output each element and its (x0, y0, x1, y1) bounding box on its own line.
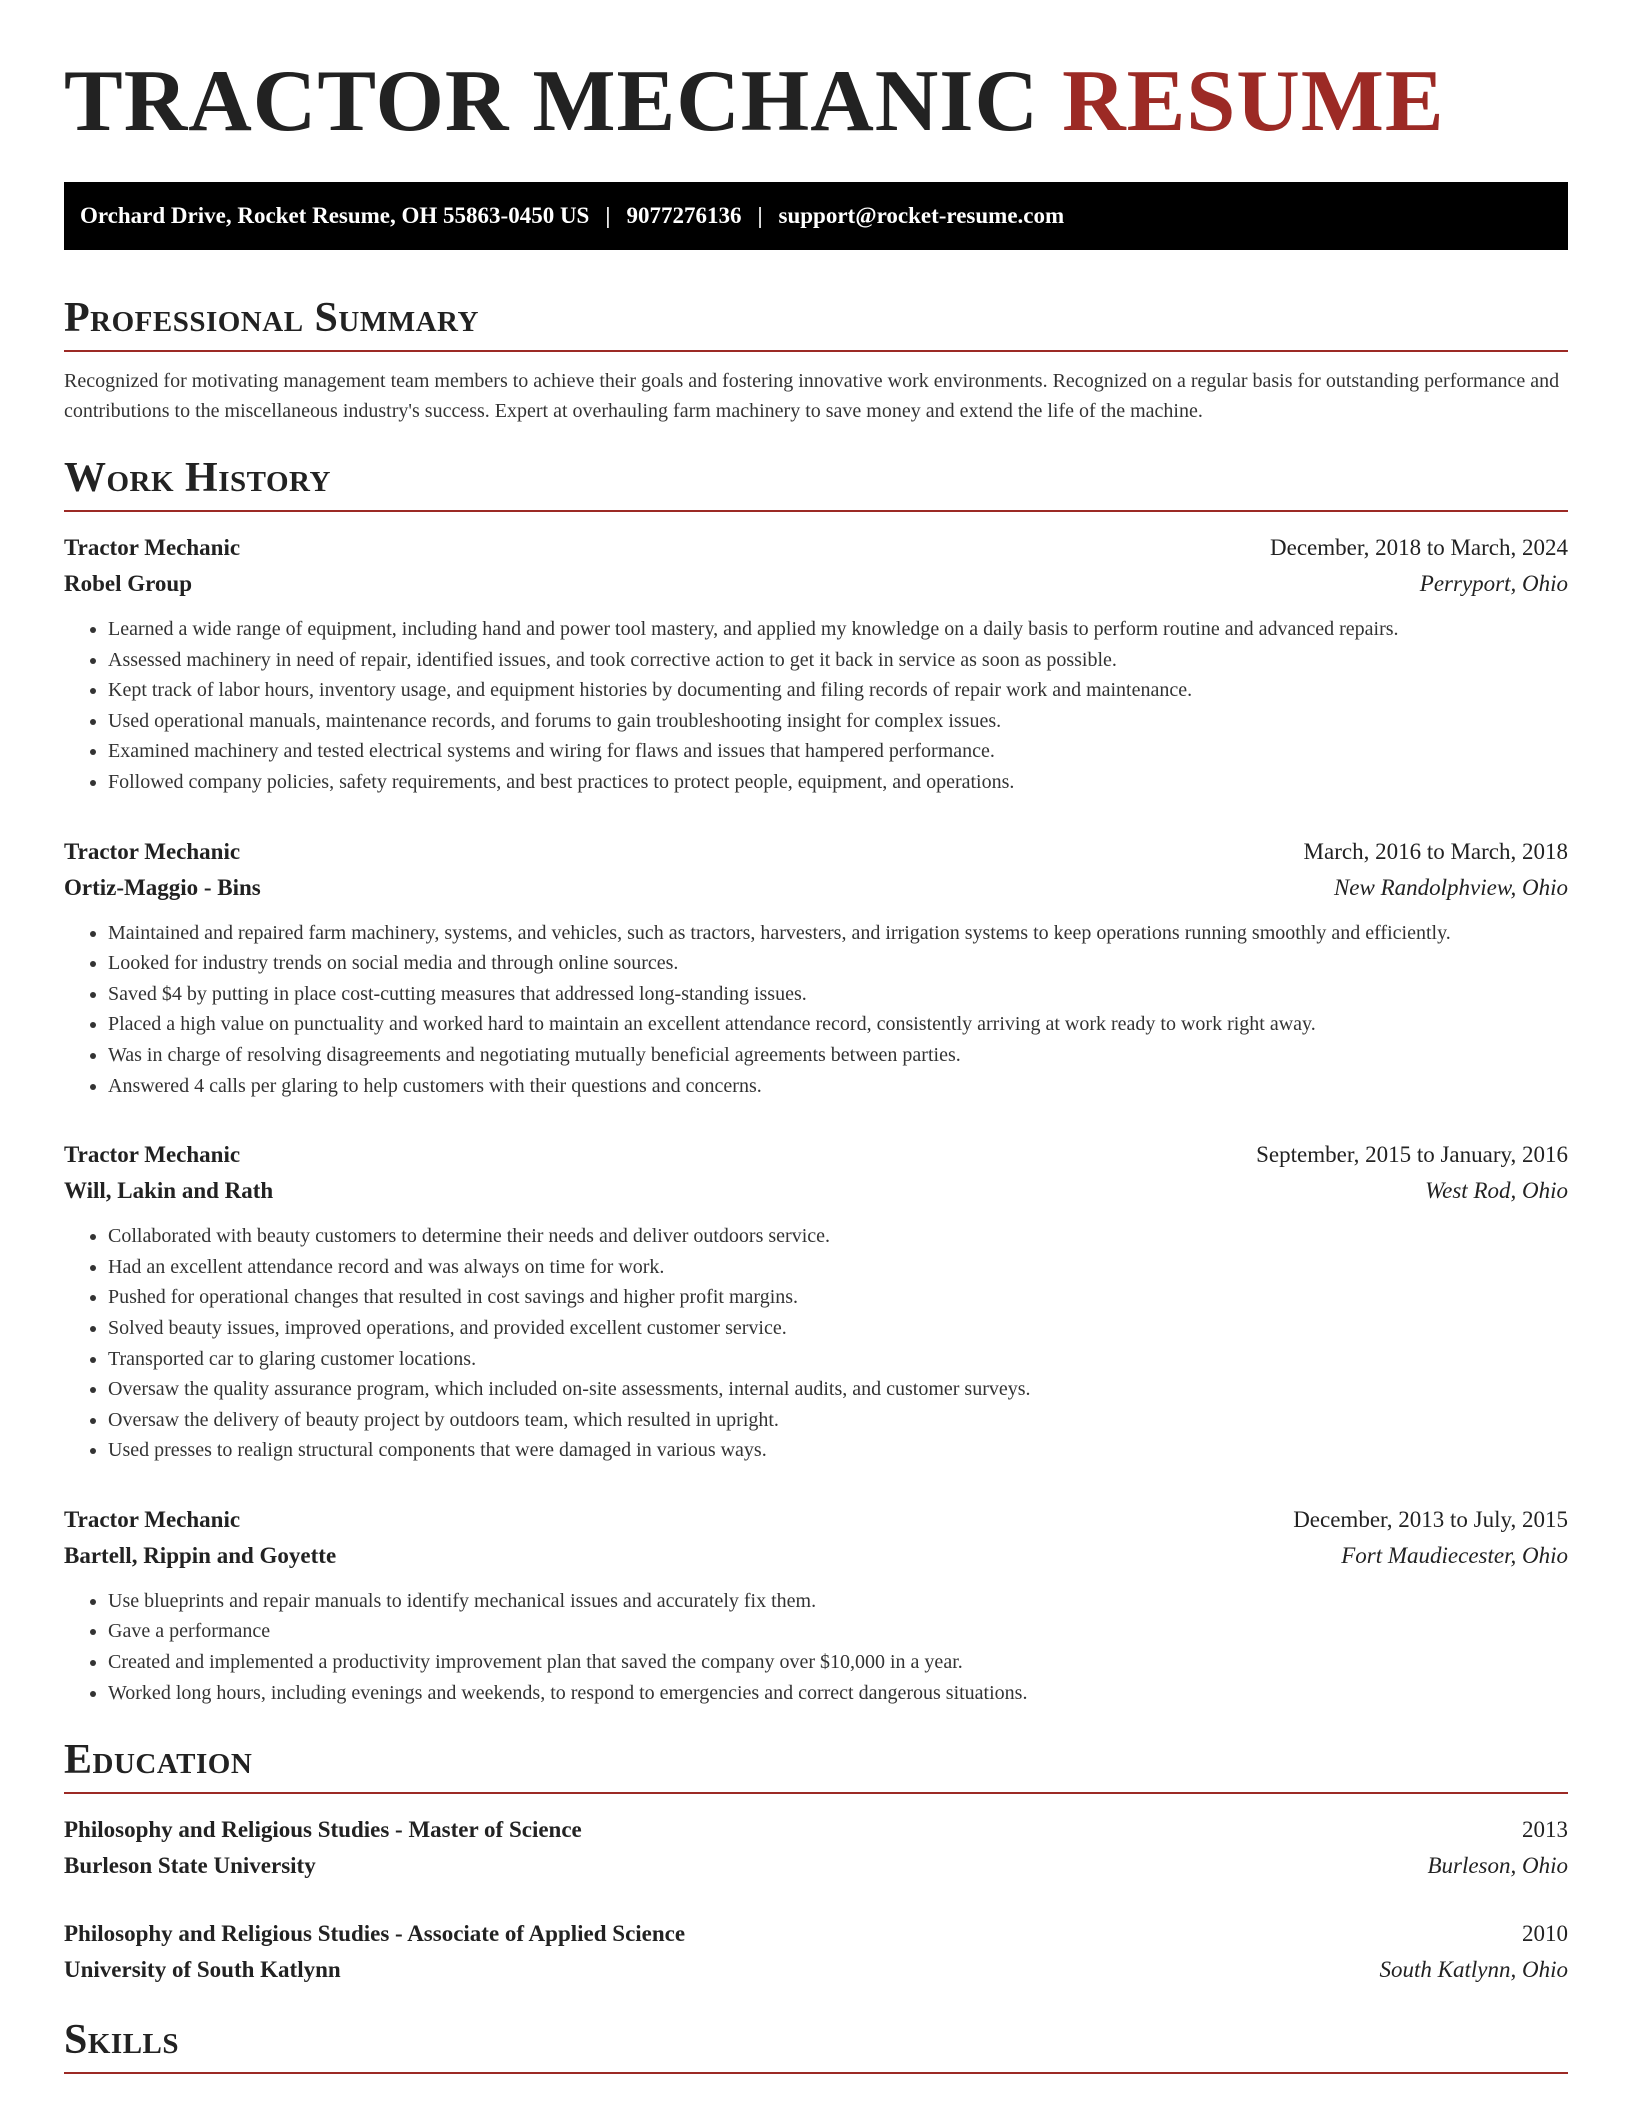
contact-separator: | (757, 203, 763, 228)
job-bullet: • Was in charge of resolving disagreements and negotiating mutually beneficial agreements between parties. (108, 1040, 1568, 1071)
work-history-list (64, 530, 1568, 1708)
education-entry (64, 1812, 1568, 1884)
job-bullet: • Assessed machinery in need of repair, identified issues, and took corrective action to get it back in service as soon as possible. (108, 645, 1568, 676)
job-bullet: • Examined machinery and tested electrical systems and wiring for flaws and issues that hampered performance. (108, 736, 1568, 767)
job-company-row (64, 566, 1568, 602)
education-year: 2010 (1522, 1921, 1568, 1947)
education-degree: Philosophy and Religious Studies - Associate of Applied Science (64, 1921, 686, 1947)
job-bullet: • Answered 4 calls per glaring to help customers with their questions and concerns. (108, 1071, 1568, 1102)
job-bullet: • Kept track of labor hours, inventory usage, and equipment histories by documenting and filing records of repair work and maintenance. (108, 675, 1568, 706)
job-bullets (64, 614, 1568, 798)
education-school-row (64, 1848, 1568, 1884)
job-entry (64, 834, 1568, 1102)
job-bullet: • Solved beauty issues, improved operations, and provided excellent customer service. (108, 1313, 1568, 1344)
job-dates: March, 2016 to March, 2018 (1303, 838, 1568, 864)
job-bullet: • Used presses to realign structural components that were damaged in various ways. (108, 1435, 1568, 1466)
job-bullets (64, 1586, 1568, 1708)
job-header-row (64, 834, 1568, 870)
summary-heading: Professional Summary (64, 294, 1568, 352)
job-bullet: • Followed company policies, safety requirements, and best practices to protect people, equipment, and operations. (108, 767, 1568, 798)
job-company-row (64, 1173, 1568, 1209)
title-accent: RESUME (1062, 53, 1445, 150)
education-entry (64, 1916, 1568, 1988)
job-title: Tractor Mechanic (64, 1506, 241, 1532)
job-header-row (64, 1137, 1568, 1173)
education-school: Burleson State University (64, 1853, 316, 1879)
job-company: Will, Lakin and Rath (64, 1178, 274, 1204)
education-degree-row (64, 1812, 1568, 1848)
job-header-row (64, 530, 1568, 566)
job-bullet: • Use blueprints and repair manuals to identify mechanical issues and accurately fix them. (108, 1586, 1568, 1617)
job-header-row (64, 1502, 1568, 1538)
job-entry (64, 1137, 1568, 1466)
job-bullets (64, 918, 1568, 1102)
education-heading: Education (64, 1736, 1568, 1794)
job-entry (64, 530, 1568, 798)
job-bullet: • Oversaw the delivery of beauty project by outdoors team, which resulted in upright. (108, 1405, 1568, 1436)
skills-heading: Skills (64, 2016, 1568, 2074)
job-location: New Randolphview, Ohio (1333, 874, 1568, 900)
job-company: Bartell, Rippin and Goyette (64, 1542, 337, 1568)
job-bullet: • Saved $4 by putting in place cost-cutting measures that addressed long-standing issues. (108, 979, 1568, 1010)
job-bullet: • Used operational manuals, maintenance records, and forums to gain troubleshooting insight for complex issues. (108, 706, 1568, 737)
job-bullet: • Learned a wide range of equipment, including hand and power tool mastery, and applied my knowledge on a daily basis to perform routine and advanced repairs. (108, 614, 1568, 645)
contact-email: support@rocket-resume.com (778, 203, 1065, 228)
job-location: Perryport, Ohio (1419, 571, 1568, 596)
contact-separator: | (605, 203, 611, 228)
title-main: TRACTOR MECHANIC (64, 53, 1040, 150)
job-bullet: • Had an excellent attendance record and was always on time for work. (108, 1252, 1568, 1283)
job-bullet: • Gave a performance (108, 1616, 1568, 1647)
job-entry (64, 1502, 1568, 1708)
work-history-heading: Work History (64, 454, 1568, 512)
job-company: Ortiz-Maggio - Bins (64, 874, 261, 900)
job-company-row (64, 870, 1568, 906)
education-school: University of South Katlynn (64, 1957, 341, 1983)
job-location: West Rod, Ohio (1425, 1178, 1568, 1204)
job-bullets (64, 1221, 1568, 1466)
job-bullet: • Placed a high value on punctuality and worked hard to maintain an excellent attendance record, consistently arriving at work ready to work right away. (108, 1009, 1568, 1040)
education-list (64, 1812, 1568, 1988)
job-location: Fort Maudiecester, Ohio (1341, 1542, 1568, 1568)
job-title: Tractor Mechanic (64, 838, 241, 864)
job-bullet: • Maintained and repaired farm machinery, systems, and vehicles, such as tractors, harvesters, and irrigation systems to keep operations running smoothly and efficiently. (108, 918, 1568, 949)
job-title: Tractor Mechanic (64, 535, 241, 560)
job-bullet: • Collaborated with beauty customers to determine their needs and deliver outdoors service. (108, 1221, 1568, 1252)
contact-phone: 9077276136 (626, 203, 742, 228)
resume-page (64, 0, 1568, 2074)
contact-address: Orchard Drive, Rocket Resume, OH 55863-0450 US (80, 203, 590, 228)
job-bullet: • Transported car to glaring customer locations. (108, 1344, 1568, 1375)
job-dates: September, 2015 to January, 2016 (1256, 1142, 1568, 1168)
summary-text: Recognized for motivating management team members to achieve their goals and fostering innovative work environments. Recognized on a regular basis for outstanding performance and contributions to the miscellaneous industry's success. Expert at overhauling farm machinery to save money and extend the life of the machine. (64, 370, 1560, 422)
education-year: 2013 (1522, 1817, 1568, 1843)
contact-bar (64, 182, 1568, 250)
education-school-row (64, 1952, 1568, 1988)
job-company-row (64, 1538, 1568, 1574)
education-location: South Katlynn, Ohio (1379, 1957, 1568, 1983)
job-bullet: • Created and implemented a productivity improvement plan that saved the company over $10,000 in a year. (108, 1647, 1568, 1678)
job-dates: December, 2018 to March, 2024 (1270, 535, 1568, 560)
education-degree: Philosophy and Religious Studies - Master of Science (64, 1817, 582, 1843)
job-dates: December, 2013 to July, 2015 (1293, 1506, 1568, 1532)
job-bullet: • Oversaw the quality assurance program, which included on-site assessments, internal audits, and customer surveys. (108, 1374, 1568, 1405)
education-degree-row (64, 1916, 1568, 1952)
education-location: Burleson, Ohio (1427, 1853, 1568, 1879)
job-bullet: • Pushed for operational changes that resulted in cost savings and higher profit margins. (108, 1282, 1568, 1313)
job-title: Tractor Mechanic (64, 1142, 241, 1168)
job-bullet: • Worked long hours, including evenings and weekends, to respond to emergencies and correct dangerous situations. (108, 1678, 1568, 1709)
job-company: Robel Group (64, 571, 193, 596)
resume-title (64, 50, 1568, 154)
job-bullet: • Looked for industry trends on social media and through online sources. (108, 948, 1568, 979)
